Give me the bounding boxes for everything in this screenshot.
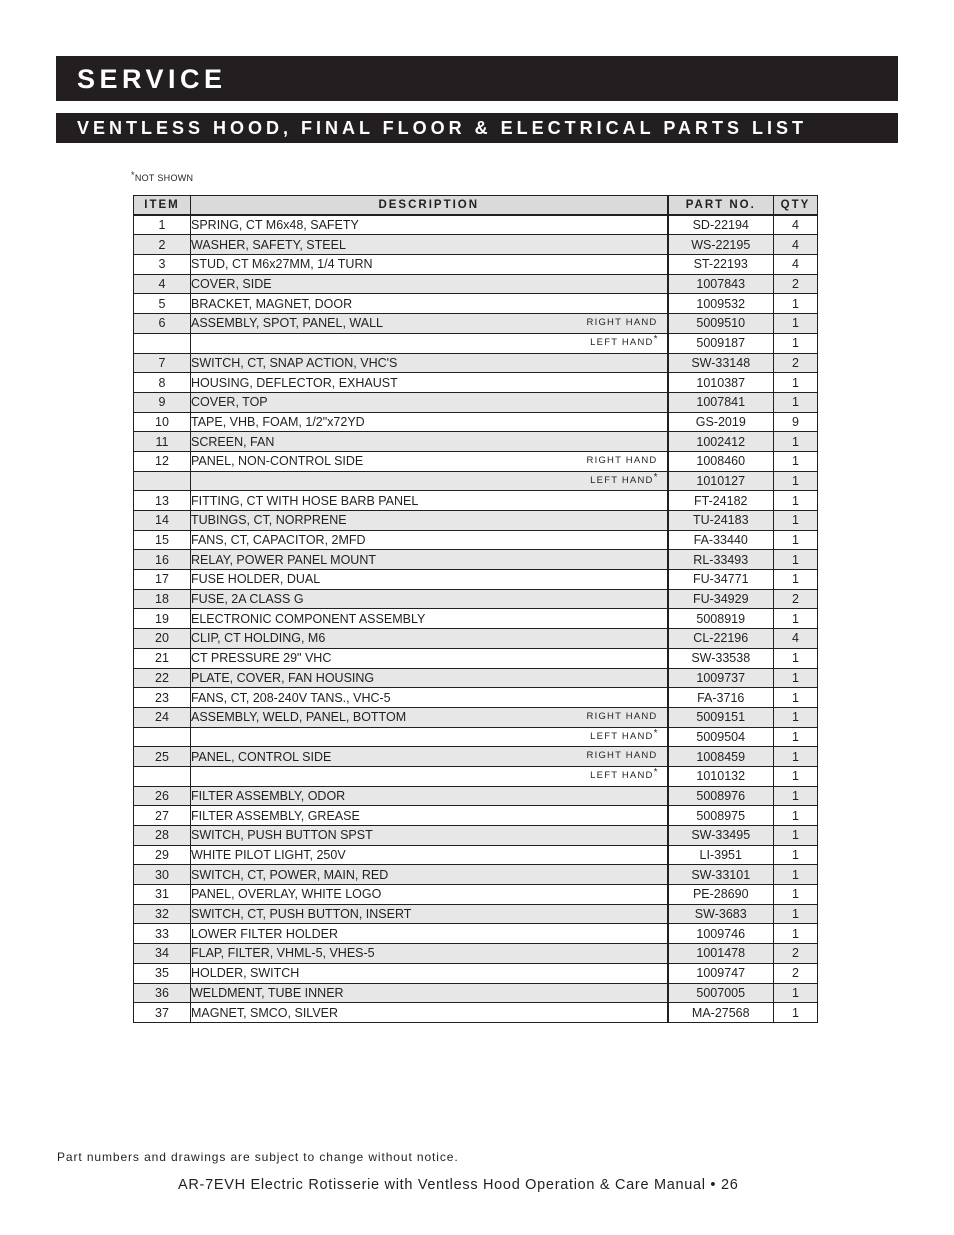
column-header-item: ITEM — [134, 196, 191, 216]
description-cell — [191, 412, 668, 432]
description-cell — [191, 294, 668, 314]
part-number-cell: 1010127 — [668, 471, 774, 491]
description-text: SWITCH, CT, POWER, MAIN, RED — [191, 867, 389, 882]
not-shown-asterisk: * — [653, 471, 658, 483]
description-cell — [191, 944, 668, 964]
description-text: TAPE, VHB, FOAM, 1/2"x72YD — [191, 414, 365, 429]
description-text: SCREEN, FAN — [191, 434, 275, 449]
description-text: FANS, CT, CAPACITOR, 2MFD — [191, 533, 366, 548]
item-number-cell: 21 — [134, 648, 191, 668]
table-row — [134, 432, 818, 452]
description-text: HOLDER, SWITCH — [191, 966, 300, 981]
part-number-cell: RL-33493 — [668, 550, 774, 570]
quantity-cell: 1 — [774, 314, 818, 334]
description-text: TUBINGS, CT, NORPRENE — [191, 513, 347, 528]
hand-side-label — [587, 455, 658, 466]
not-shown-asterisk: * — [653, 333, 658, 345]
description-cell — [191, 511, 668, 531]
column-header-description: DESCRIPTION — [191, 196, 668, 216]
description-text: COVER, SIDE — [191, 277, 272, 292]
quantity-cell: 1 — [774, 727, 818, 747]
column-header-qty: QTY — [774, 196, 818, 216]
table-row — [134, 215, 818, 235]
item-number-cell: 8 — [134, 373, 191, 393]
description-text: PANEL, CONTROL SIDE — [191, 749, 332, 764]
quantity-cell: 1 — [774, 806, 818, 826]
description-text: SPRING, CT M6x48, SAFETY — [191, 218, 359, 233]
hand-side-label — [587, 711, 658, 722]
description-text: WELDMENT, TUBE INNER — [191, 985, 344, 1000]
hand-side-text: LEFT HAND — [590, 474, 654, 486]
part-number-cell: ST-22193 — [668, 255, 774, 275]
part-number-cell: 1009532 — [668, 294, 774, 314]
table-row — [134, 924, 818, 944]
note-asterisk: * — [131, 170, 135, 180]
subsection-title-banner — [56, 113, 898, 143]
description-cell — [191, 373, 668, 393]
item-number-cell: 20 — [134, 629, 191, 649]
part-number-cell: FU-34929 — [668, 589, 774, 609]
description-cell — [191, 235, 668, 255]
not-shown-note — [131, 170, 194, 183]
part-number-cell: 5009504 — [668, 727, 774, 747]
quantity-cell: 1 — [774, 432, 818, 452]
part-number-cell: 1007843 — [668, 274, 774, 294]
part-number-cell: 1009737 — [668, 668, 774, 688]
quantity-cell: 2 — [774, 274, 818, 294]
quantity-cell: 4 — [774, 235, 818, 255]
part-number-cell: FU-34771 — [668, 570, 774, 590]
quantity-cell: 1 — [774, 491, 818, 511]
part-number-cell: 1009747 — [668, 963, 774, 983]
table-row — [134, 766, 818, 786]
parts-table-body — [134, 215, 818, 1022]
item-number-cell: 10 — [134, 412, 191, 432]
part-number-cell: 5009510 — [668, 314, 774, 334]
description-cell — [191, 609, 668, 629]
quantity-cell: 4 — [774, 629, 818, 649]
item-number-cell: 7 — [134, 353, 191, 373]
item-number-cell: 31 — [134, 885, 191, 905]
quantity-cell: 1 — [774, 766, 818, 786]
table-row — [134, 826, 818, 846]
description-cell — [191, 215, 668, 235]
quantity-cell: 2 — [774, 589, 818, 609]
part-number-cell: PE-28690 — [668, 885, 774, 905]
description-text: ELECTRONIC COMPONENT ASSEMBLY — [191, 611, 426, 626]
item-number-cell — [134, 471, 191, 491]
description-text: WHITE PILOT LIGHT, 250V — [191, 848, 346, 863]
quantity-cell: 1 — [774, 471, 818, 491]
item-number-cell: 13 — [134, 491, 191, 511]
quantity-cell: 9 — [774, 412, 818, 432]
part-number-cell: LI-3951 — [668, 845, 774, 865]
quantity-cell: 1 — [774, 924, 818, 944]
description-cell — [191, 274, 668, 294]
item-number-cell: 25 — [134, 747, 191, 767]
description-text: FANS, CT, 208-240V TANS., VHC-5 — [191, 690, 391, 705]
item-number-cell — [134, 766, 191, 786]
hand-side-label — [587, 317, 658, 328]
hand-side-text: RIGHT HAND — [586, 710, 658, 722]
item-number-cell: 29 — [134, 845, 191, 865]
description-cell — [191, 806, 668, 826]
description-text: RELAY, POWER PANEL MOUNT — [191, 552, 376, 567]
item-number-cell: 24 — [134, 707, 191, 727]
hand-side-label — [590, 766, 658, 781]
item-number-cell: 2 — [134, 235, 191, 255]
item-number-cell: 4 — [134, 274, 191, 294]
description-cell — [191, 353, 668, 373]
description-cell — [191, 963, 668, 983]
description-text: FLAP, FILTER, VHML-5, VHES-5 — [191, 946, 375, 961]
table-row — [134, 451, 818, 471]
quantity-cell: 1 — [774, 609, 818, 629]
table-header-row — [134, 196, 818, 216]
table-row — [134, 983, 818, 1003]
part-number-cell: 5008919 — [668, 609, 774, 629]
item-number-cell: 34 — [134, 944, 191, 964]
hand-side-label — [590, 333, 658, 348]
part-number-cell: 1007841 — [668, 392, 774, 412]
description-text: WASHER, SAFETY, STEEL — [191, 237, 346, 252]
description-text: LOWER FILTER HOLDER — [191, 926, 339, 941]
item-number-cell: 1 — [134, 215, 191, 235]
not-shown-asterisk: * — [653, 727, 658, 739]
quantity-cell: 1 — [774, 294, 818, 314]
description-cell — [191, 648, 668, 668]
description-text: HOUSING, DEFLECTOR, EXHAUST — [191, 375, 398, 390]
table-row — [134, 1003, 818, 1023]
quantity-cell: 1 — [774, 865, 818, 885]
quantity-cell: 2 — [774, 944, 818, 964]
description-text: PANEL, OVERLAY, WHITE LOGO — [191, 887, 382, 902]
description-text: FILTER ASSEMBLY, GREASE — [191, 808, 360, 823]
description-text: FUSE HOLDER, DUAL — [191, 572, 321, 587]
quantity-cell: 1 — [774, 333, 818, 353]
table-row — [134, 865, 818, 885]
quantity-cell: 1 — [774, 904, 818, 924]
description-cell — [191, 904, 668, 924]
part-number-cell: SW-3683 — [668, 904, 774, 924]
quantity-cell: 1 — [774, 747, 818, 767]
description-text: STUD, CT M6x27MM, 1/4 TURN — [191, 257, 373, 272]
part-number-cell: 5008975 — [668, 806, 774, 826]
section-title-banner — [56, 56, 898, 101]
item-number-cell: 23 — [134, 688, 191, 708]
item-number-cell: 16 — [134, 550, 191, 570]
description-text: FILTER ASSEMBLY, ODOR — [191, 788, 346, 803]
item-number-cell: 17 — [134, 570, 191, 590]
part-number-cell: TU-24183 — [668, 511, 774, 531]
description-cell — [191, 727, 668, 747]
description-text: SWITCH, CT, PUSH BUTTON, INSERT — [191, 907, 412, 922]
description-cell — [191, 570, 668, 590]
quantity-cell: 1 — [774, 983, 818, 1003]
item-number-cell — [134, 727, 191, 747]
part-number-cell: 1002412 — [668, 432, 774, 452]
quantity-cell: 2 — [774, 353, 818, 373]
hand-side-text: RIGHT HAND — [586, 317, 658, 329]
part-number-cell: CL-22196 — [668, 629, 774, 649]
part-number-cell: SD-22194 — [668, 215, 774, 235]
description-text: SWITCH, CT, SNAP ACTION, VHC'S — [191, 355, 398, 370]
description-cell — [191, 1003, 668, 1023]
quantity-cell: 1 — [774, 530, 818, 550]
item-number-cell — [134, 333, 191, 353]
subsection-title: VENTLESS HOOD, FINAL FLOOR & ELECTRICAL PARTS LIST — [77, 118, 808, 138]
hand-side-text: RIGHT HAND — [586, 750, 658, 762]
quantity-cell: 1 — [774, 451, 818, 471]
part-number-cell: 5009187 — [668, 333, 774, 353]
part-number-cell: SW-33148 — [668, 353, 774, 373]
table-row — [134, 707, 818, 727]
item-number-cell: 27 — [134, 806, 191, 826]
table-row — [134, 274, 818, 294]
description-cell — [191, 747, 668, 767]
item-number-cell: 33 — [134, 924, 191, 944]
table-row — [134, 255, 818, 275]
table-row — [134, 747, 818, 767]
quantity-cell: 4 — [774, 215, 818, 235]
description-cell — [191, 255, 668, 275]
part-number-cell: SW-33101 — [668, 865, 774, 885]
part-number-cell: 5007005 — [668, 983, 774, 1003]
quantity-cell: 1 — [774, 668, 818, 688]
table-row — [134, 511, 818, 531]
description-cell — [191, 786, 668, 806]
quantity-cell: 1 — [774, 373, 818, 393]
item-number-cell: 14 — [134, 511, 191, 531]
description-cell — [191, 629, 668, 649]
quantity-cell: 1 — [774, 688, 818, 708]
part-number-cell: 5009151 — [668, 707, 774, 727]
table-row — [134, 314, 818, 334]
column-header-part-no: PART NO. — [668, 196, 774, 216]
table-row — [134, 727, 818, 747]
table-row — [134, 944, 818, 964]
hand-side-text: LEFT HAND — [590, 336, 654, 348]
description-cell — [191, 668, 668, 688]
item-number-cell: 28 — [134, 826, 191, 846]
item-number-cell: 35 — [134, 963, 191, 983]
table-row — [134, 629, 818, 649]
not-shown-asterisk: * — [653, 766, 658, 778]
table-row — [134, 550, 818, 570]
description-text: COVER, TOP — [191, 395, 268, 410]
parts-table — [133, 195, 818, 1023]
table-row — [134, 491, 818, 511]
item-number-cell: 9 — [134, 392, 191, 412]
table-row — [134, 786, 818, 806]
quantity-cell: 1 — [774, 550, 818, 570]
description-cell — [191, 333, 668, 353]
part-number-cell: 1010387 — [668, 373, 774, 393]
hand-side-label — [590, 727, 658, 742]
quantity-cell: 1 — [774, 786, 818, 806]
hand-side-label — [587, 750, 658, 761]
part-number-cell: 1010132 — [668, 766, 774, 786]
part-number-cell: 1008459 — [668, 747, 774, 767]
part-number-cell: GS-2019 — [668, 412, 774, 432]
hand-side-text: LEFT HAND — [590, 730, 654, 742]
quantity-cell: 2 — [774, 963, 818, 983]
quantity-cell: 1 — [774, 885, 818, 905]
item-number-cell: 11 — [134, 432, 191, 452]
page-footer: AR-7EVH Electric Rotisserie with Ventless Hood Operation & Care Manual • 26 — [178, 1177, 739, 1193]
description-cell — [191, 885, 668, 905]
table-row — [134, 373, 818, 393]
description-text: PLATE, COVER, FAN HOUSING — [191, 670, 375, 685]
table-row — [134, 589, 818, 609]
table-row — [134, 806, 818, 826]
quantity-cell: 1 — [774, 707, 818, 727]
description-cell — [191, 491, 668, 511]
part-number-cell: FA-3716 — [668, 688, 774, 708]
item-number-cell: 26 — [134, 786, 191, 806]
table-row — [134, 353, 818, 373]
table-row — [134, 294, 818, 314]
description-text: ASSEMBLY, SPOT, PANEL, WALL — [191, 316, 383, 331]
description-text: PANEL, NON-CONTROL SIDE — [191, 454, 364, 469]
item-number-cell: 3 — [134, 255, 191, 275]
section-title: SERVICE — [77, 64, 227, 94]
description-text: FUSE, 2A CLASS G — [191, 592, 304, 607]
part-number-cell: FA-33440 — [668, 530, 774, 550]
part-number-cell: 1008460 — [668, 451, 774, 471]
table-row — [134, 333, 818, 353]
description-cell — [191, 983, 668, 1003]
item-number-cell: 19 — [134, 609, 191, 629]
description-cell — [191, 845, 668, 865]
item-number-cell: 12 — [134, 451, 191, 471]
description-text: SWITCH, PUSH BUTTON SPST — [191, 828, 373, 843]
disclaimer-text: Part numbers and drawings are subject to change without notice. — [57, 1150, 459, 1164]
item-number-cell: 22 — [134, 668, 191, 688]
description-text: CLIP, CT HOLDING, M6 — [191, 631, 326, 646]
table-row — [134, 963, 818, 983]
table-row — [134, 530, 818, 550]
description-text: CT PRESSURE 29" VHC — [191, 651, 332, 666]
description-cell — [191, 530, 668, 550]
description-cell — [191, 392, 668, 412]
item-number-cell: 15 — [134, 530, 191, 550]
item-number-cell: 36 — [134, 983, 191, 1003]
item-number-cell: 32 — [134, 904, 191, 924]
part-number-cell: 1001478 — [668, 944, 774, 964]
quantity-cell: 1 — [774, 845, 818, 865]
table-row — [134, 648, 818, 668]
quantity-cell: 1 — [774, 826, 818, 846]
item-number-cell: 5 — [134, 294, 191, 314]
description-cell — [191, 451, 668, 471]
part-number-cell: 1009746 — [668, 924, 774, 944]
table-row — [134, 845, 818, 865]
description-cell — [191, 766, 668, 786]
table-row — [134, 668, 818, 688]
quantity-cell: 1 — [774, 392, 818, 412]
description-cell — [191, 550, 668, 570]
description-cell — [191, 471, 668, 491]
item-number-cell: 37 — [134, 1003, 191, 1023]
table-row — [134, 235, 818, 255]
table-row — [134, 609, 818, 629]
description-cell — [191, 865, 668, 885]
hand-side-text: RIGHT HAND — [586, 454, 658, 466]
part-number-cell: SW-33538 — [668, 648, 774, 668]
item-number-cell: 30 — [134, 865, 191, 885]
table-row — [134, 471, 818, 491]
hand-side-label — [590, 471, 658, 486]
description-cell — [191, 314, 668, 334]
hand-side-text: LEFT HAND — [590, 769, 654, 781]
table-row — [134, 885, 818, 905]
description-text: MAGNET, SMCO, SILVER — [191, 1005, 339, 1020]
quantity-cell: 1 — [774, 511, 818, 531]
description-cell — [191, 432, 668, 452]
description-cell — [191, 707, 668, 727]
part-number-cell: SW-33495 — [668, 826, 774, 846]
description-text: FITTING, CT WITH HOSE BARB PANEL — [191, 493, 419, 508]
item-number-cell: 6 — [134, 314, 191, 334]
part-number-cell: 5008976 — [668, 786, 774, 806]
quantity-cell: 4 — [774, 255, 818, 275]
note-text: NOT SHOWN — [134, 173, 194, 183]
quantity-cell: 1 — [774, 1003, 818, 1023]
table-row — [134, 392, 818, 412]
description-text: BRACKET, MAGNET, DOOR — [191, 296, 353, 311]
description-text: ASSEMBLY, WELD, PANEL, BOTTOM — [191, 710, 407, 725]
item-number-cell: 18 — [134, 589, 191, 609]
quantity-cell: 1 — [774, 570, 818, 590]
description-cell — [191, 589, 668, 609]
table-row — [134, 688, 818, 708]
description-cell — [191, 924, 668, 944]
table-row — [134, 412, 818, 432]
description-cell — [191, 826, 668, 846]
part-number-cell: WS-22195 — [668, 235, 774, 255]
table-row — [134, 904, 818, 924]
quantity-cell: 1 — [774, 648, 818, 668]
part-number-cell: FT-24182 — [668, 491, 774, 511]
part-number-cell: MA-27568 — [668, 1003, 774, 1023]
table-row — [134, 570, 818, 590]
description-cell — [191, 688, 668, 708]
